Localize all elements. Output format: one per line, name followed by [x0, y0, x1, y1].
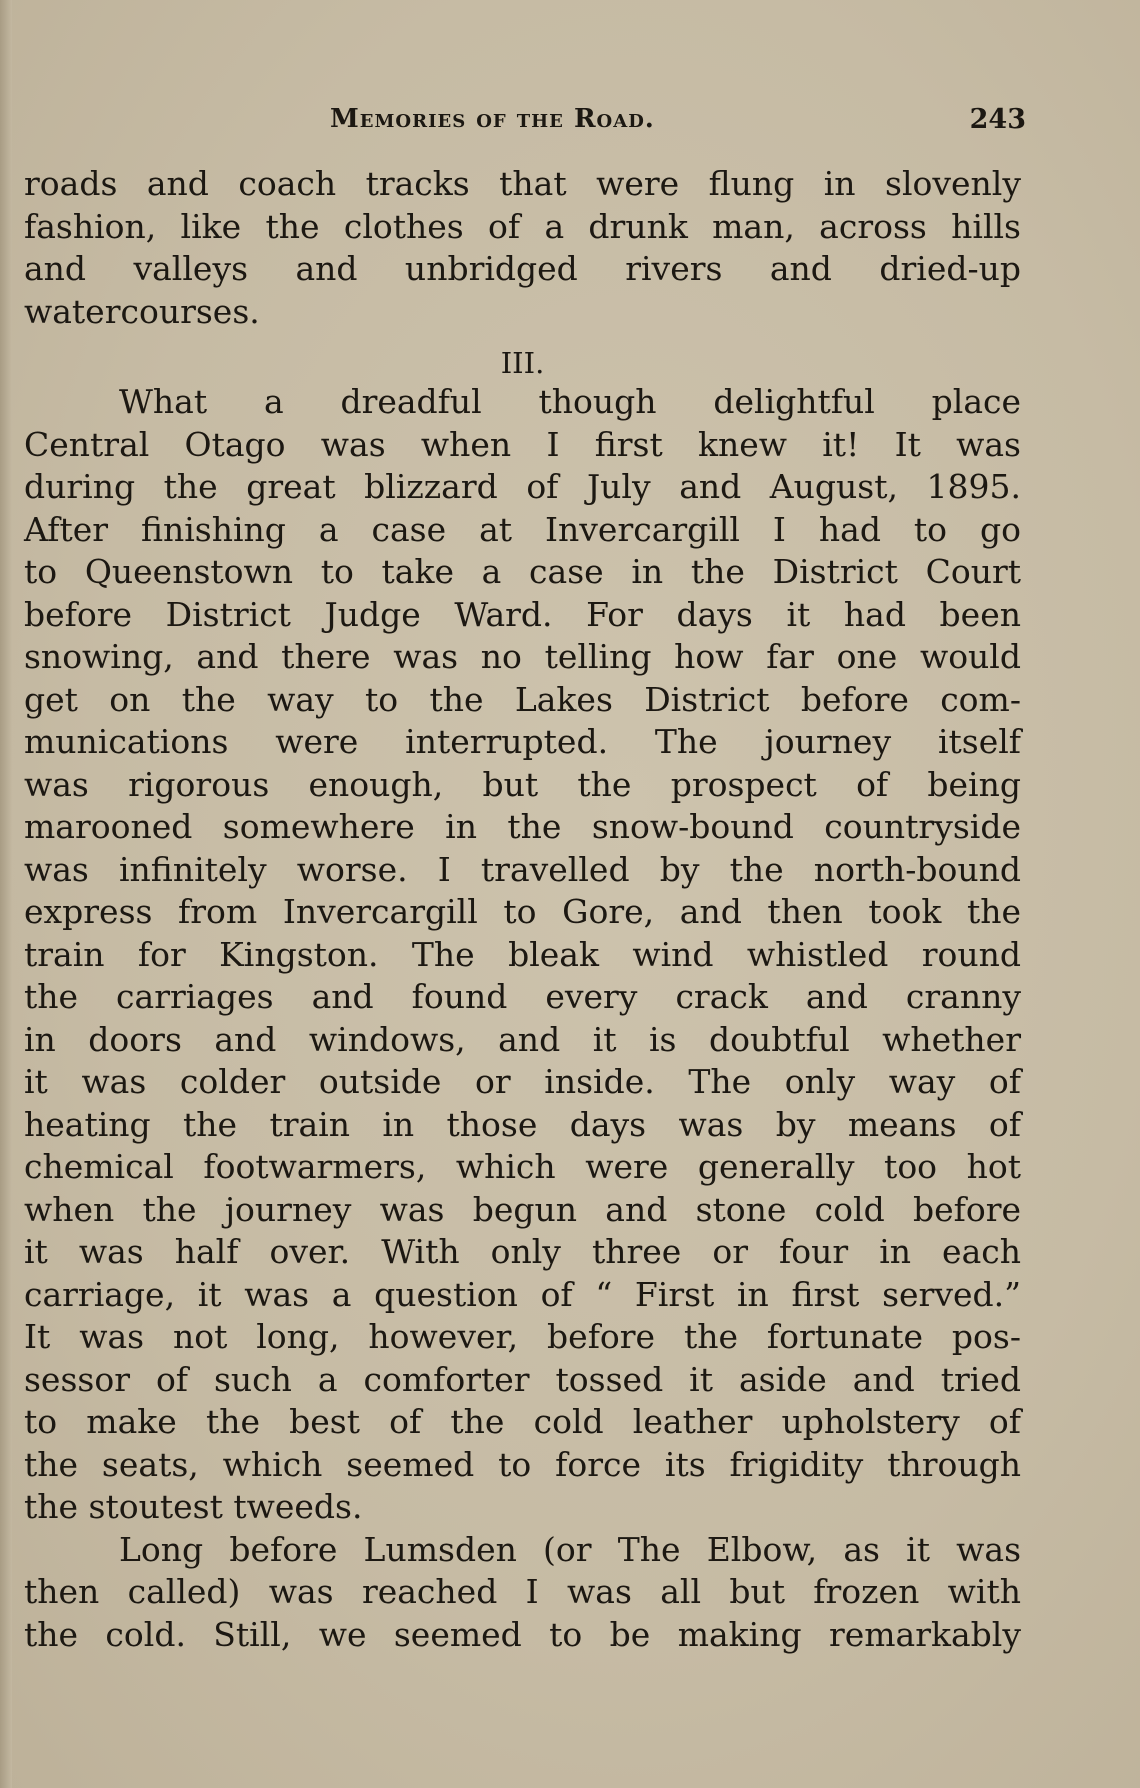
text-line: munications were interrupted. The journey itself — [24, 722, 1021, 761]
text-line: then called) was reached I was all but frozen with — [24, 1572, 1021, 1611]
page-number: 243 — [969, 104, 1026, 135]
text-line: the stoutest tweeds. — [24, 1487, 363, 1526]
text-line: fashion, like the clothes of a drunk man, across hills — [24, 206, 1021, 246]
text-line: to make the best of the cold leather upholstery of — [24, 1402, 1021, 1441]
paragraph-3 — [24, 1529, 1021, 1657]
text-line: sessor of such a comforter tossed it aside and tried — [24, 1359, 1021, 1399]
text-line: when the journey was begun and stone cold before — [24, 1189, 1021, 1229]
text-line: What a dreadful though delightful place — [119, 382, 1021, 421]
text-line: in doors and windows, and it is doubtful whether — [24, 1019, 1021, 1059]
text-line: was infinitely worse. I travelled by the north-bound — [24, 849, 1021, 889]
text-line: was rigorous enough, but the prospect of being — [24, 764, 1021, 804]
text-line: heating the train in those days was by means of — [24, 1104, 1021, 1144]
text-line: It was not long, however, before the fortunate pos- — [24, 1317, 1021, 1356]
paragraph-1 — [24, 163, 1021, 333]
text-line: to Queenstown to take a case in the District Court — [24, 552, 1021, 591]
paragraph-2 — [24, 381, 1021, 1529]
text-line: Long before Lumsden (or The Elbow, as it was — [119, 1529, 1021, 1569]
text-line: the carriages and found every crack and cranny — [24, 977, 1021, 1016]
text-line: chemical footwarmers, which were generally too hot — [24, 1147, 1021, 1186]
text-line: snowing, and there was no telling how far one would — [24, 637, 1021, 676]
page-header — [330, 104, 1026, 144]
text-line: the cold. Still, we seemed to be making remarkably — [24, 1614, 1021, 1654]
body-text — [24, 163, 1021, 1656]
text-line: before District Judge Ward. For days it had been — [24, 594, 1021, 634]
running-head: Memories of the Road. — [330, 104, 655, 134]
text-line: watercourses. — [24, 291, 260, 331]
text-line: After finishing a case at Invercargill I had to go — [24, 509, 1021, 549]
text-line: train for Kingston. The bleak wind whistled round — [24, 934, 1021, 974]
text-line: it was colder outside or inside. The only way of — [24, 1062, 1021, 1101]
text-line: it was half over. With only three or four in each — [24, 1232, 1021, 1271]
text-line: the seats, which seemed to force its frigidity through — [24, 1444, 1021, 1484]
text-line: carriage, it was a question of “ First in first served.” — [24, 1274, 1021, 1314]
text-line: roads and coach tracks that were flung in slovenly — [24, 164, 1021, 203]
text-line: and valleys and unbridged rivers and dried-up — [24, 249, 1021, 288]
text-line: during the great blizzard of July and August, 1895. — [24, 467, 1021, 506]
text-line: marooned somewhere in the snow-bound countryside — [24, 807, 1021, 846]
page-gutter — [0, 0, 12, 1788]
text-line: Central Otago was when I first knew it! It was — [24, 424, 1021, 464]
text-line: express from Invercargill to Gore, and then took the — [24, 892, 1021, 931]
section-heading: III. — [500, 346, 545, 380]
text-line: get on the way to the Lakes District before com- — [24, 679, 1021, 719]
